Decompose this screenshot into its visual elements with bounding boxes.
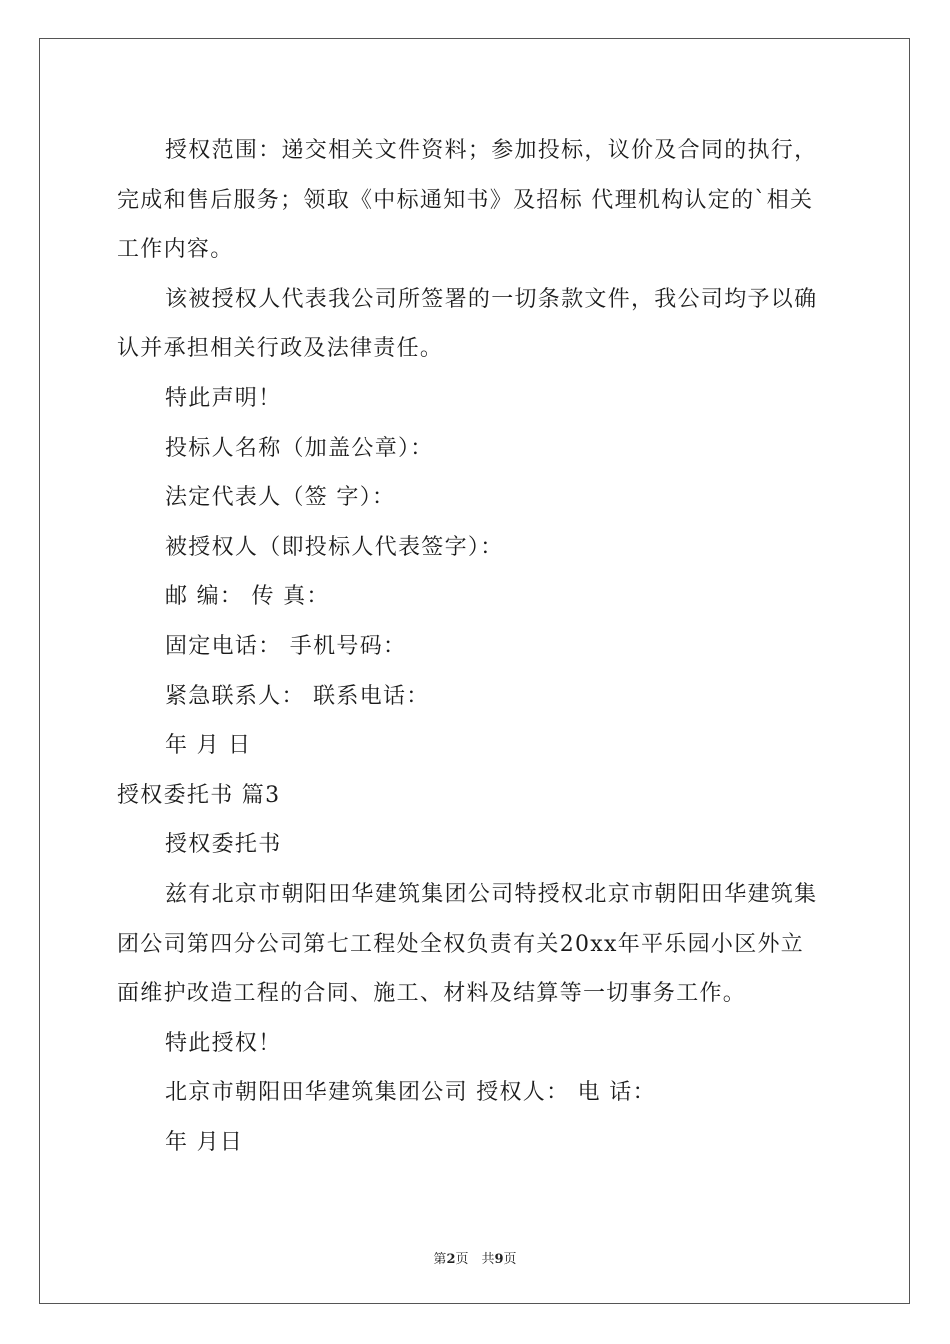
text-line: 认并承担相关行政及法律责任。 [117, 336, 444, 362]
date-line: 年 月 日 [165, 733, 252, 759]
page-suffix: 页 [503, 1252, 517, 1267]
page-total: 9 [494, 1252, 504, 1267]
page-current: 2 [446, 1252, 456, 1267]
bidder-name-line: 投标人名称（加盖公章）： [165, 435, 434, 461]
text-line: 完成和售后服务；领取《中标通知书》及招标 代理机构认定的`相关 [117, 187, 814, 213]
document-body [117, 126, 837, 1167]
authorized-person-line: 被授权人（即投标人代表签字）： [165, 534, 504, 560]
authorization-statement: 特此授权！ [165, 1030, 282, 1056]
text-line: 面维护改造工程的合同、施工、材料及结算等一切事务工作。 [117, 981, 747, 1007]
statement-line: 特此声明！ [165, 385, 282, 411]
section-heading: 授权委托书 篇3 [117, 782, 281, 808]
paragraph-confirmation [117, 275, 837, 374]
phone-line: 固定电话： 手机号码： [165, 633, 407, 659]
emergency-contact-line: 紧急联系人： 联系电话： [165, 683, 430, 709]
paragraph-authorization-scope [117, 126, 837, 275]
signature-line: 北京市朝阳田华建筑集团公司 授权人： 电 话： [165, 1080, 656, 1106]
document-title: 授权委托书 [165, 832, 282, 858]
legal-representative-line: 法定代表人（签 字）： [165, 485, 396, 511]
text-line: 工作内容。 [117, 237, 234, 263]
page-mid: 页 共 [455, 1252, 495, 1267]
text-line: 兹有北京市朝阳田华建筑集团公司特授权北京市朝阳田华建筑集 [165, 881, 818, 907]
page-prefix: 第 [433, 1252, 447, 1267]
text-line: 该被授权人代表我公司所签署的一切条款文件，我公司均予以确 [165, 286, 818, 312]
page-footer [0, 1248, 950, 1267]
date-line: 年 月日 [165, 1129, 244, 1155]
text-line: 团公司第四分公司第七工程处全权负责有关20xx年平乐园小区外立 [117, 931, 805, 957]
postcode-fax-line: 邮 编： 传 真： [165, 584, 330, 610]
text-line: 授权范围：递交相关文件资料；参加投标，议价及合同的执行， [165, 138, 818, 163]
paragraph-authorization-body [117, 870, 837, 1019]
